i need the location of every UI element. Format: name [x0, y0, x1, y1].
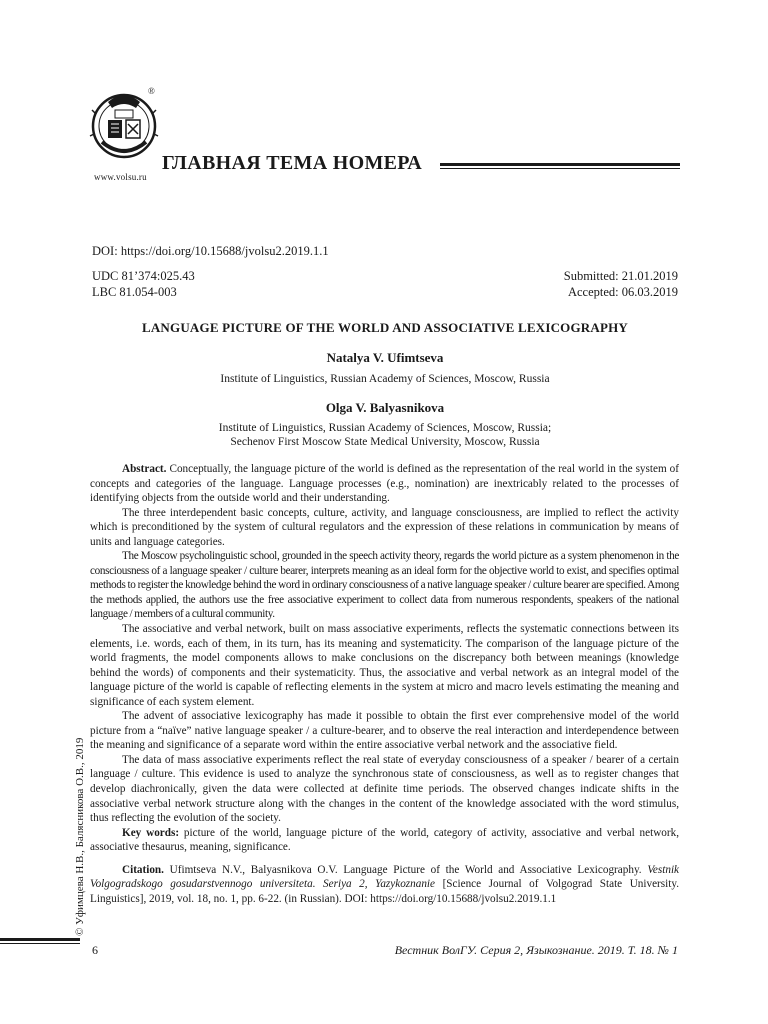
article-title: LANGUAGE PICTURE OF THE WORLD AND ASSOCIATIVE LEXICOGRAPHY — [141, 320, 629, 335]
abstract-label: Abstract. — [122, 463, 167, 475]
journal-footer: Вестник ВолГУ. Серия 2, Языкознание. 2019. Т. 18. № 1 — [394, 943, 678, 957]
keywords-text: picture of the world, language picture of the world, category of activity, associative and verbal network, associative thesaurus, meaning, significance. — [90, 826, 680, 854]
citation-details[interactable]: [Science Journal of Volgograd State University. Linguistics], 2019, vol. 18, no. 1, pp. 6-22. (in Russian). DOI: https://doi.org/10.15688/jvolsu2.2019.1.1 — [90, 878, 680, 905]
udc-code: UDC 81’374:025.43 — [92, 269, 195, 283]
keywords-label: Key words: — [122, 826, 180, 839]
abstract-section — [90, 462, 679, 906]
author-affiliation: Institute of Linguistics, Russian Academy of Sciences, Moscow, Russia; — [218, 422, 552, 434]
citation-journal: Vestnik Volgogradskogo gosudarstvennogo universiteta. Seriya 2, Yazykoznanie — [90, 863, 680, 891]
citation-label: Citation. — [122, 863, 164, 876]
author-name: Natalya V. Ufimtseva — [326, 350, 444, 365]
abstract-paragraph: The three interdependent basic concepts, culture, activity, and language consciousness, are implied to reflect the activity which is preconditioned by the system of cultural regulators and the expression of these relations in communication by means of units and language categories. — [90, 506, 679, 548]
university-logo — [88, 80, 168, 170]
lbc-code: LBC 81.054-003 — [92, 285, 177, 299]
author-name: Olga V. Balyasnikova — [325, 400, 445, 415]
page-number: 6 — [92, 943, 98, 957]
footer-rule — [0, 938, 80, 944]
logo-url[interactable]: www.volsu.ru — [94, 172, 147, 182]
keywords-paragraph — [90, 826, 679, 855]
abstract-paragraph: The data of mass associative experiments reflect the real state of everyday consciousness of a speaker / bearer of a certain language / culture. This evidence is used to analyze the synchronous state of consciousness, as well as to register changes that develop diachronically, given the data were collected at definite time periods. The observed changes indicate shifts in the associative verbal network structure along with the changes in the content of the knowledge associated with the word stimulus, thus reflecting the evolution of the society. — [90, 753, 679, 825]
accepted-date: Accepted: 06.03.2019 — [567, 285, 678, 299]
section-title: ГЛАВНАЯ ТЕМА НОМЕРА — [162, 152, 422, 174]
author-affiliation: Sechenov First Moscow State Medical University, Moscow, Russia — [230, 436, 540, 448]
submitted-date: Submitted: 21.01.2019 — [563, 269, 678, 283]
abstract-paragraph: The Moscow psycholinguistic school, grounded in the speech activity theory, regards the world picture as a system phenomenon in the consciousness of a language speaker / culture bearer, interprets meaning as an ideal form for the objective world to exist, and specifies optimal methods to register the knowledge behind the word in ordinary consciousness of a native language speaker / culture bearer are specified. Among the methods applied, the authors use the free associative experiment to collect data from numerous respondents, speakers of the national language / members of a cultural community. — [90, 550, 679, 621]
abstract-paragraph — [90, 462, 679, 506]
header-rule — [440, 163, 680, 169]
citation-text: Ufimtseva N.V., Balyasnikova O.V. Language Picture of the World and Associative Lexicography. — [169, 863, 642, 876]
registered-mark: ® — [148, 86, 155, 96]
copyright-notice: © Уфимцева Н.В., Балясникова О.В., 2019 — [74, 737, 86, 936]
author-affiliation: Institute of Linguistics, Russian Academy of Sciences, Moscow, Russia — [220, 373, 550, 385]
citation-paragraph — [90, 863, 679, 907]
doi-line[interactable]: DOI: https://doi.org/10.15688/jvolsu2.2019.1.1 — [92, 244, 329, 258]
abstract-paragraph: The advent of associative lexicography has made it possible to obtain the first ever comprehensive model of the world picture from a “naïve” native language speaker / a culture-bearer, and to observe the real interaction and interdependence between the meaning and significance of a separate word within the entire associative verbal network and the associative field. — [90, 710, 679, 752]
abstract-text: Conceptually, the language picture of the world is defined as the representation of the real world in the system of concepts and categories of the language. Language processes (e.g., nomination) are inextricably related to the processes of identifying objects from the outside world and their understanding. — [90, 463, 680, 505]
abstract-paragraph: The associative and verbal network, built on mass associative experiments, reflects the systematic connections between its elements, i.e. words, each of them, in its turn, has its meaning and systematicity. The comparison of the language picture of the world fragments, the model components allows to make conclusions on the discrepancy both between meanings (knowledge behind the words) of components and their systematicity. Thus, the associative and verbal network as an integral model of the language picture of the world is capable of reflecting elements in the system at micro and macro levels estimating the meaning and significance of each system element. — [90, 623, 679, 708]
